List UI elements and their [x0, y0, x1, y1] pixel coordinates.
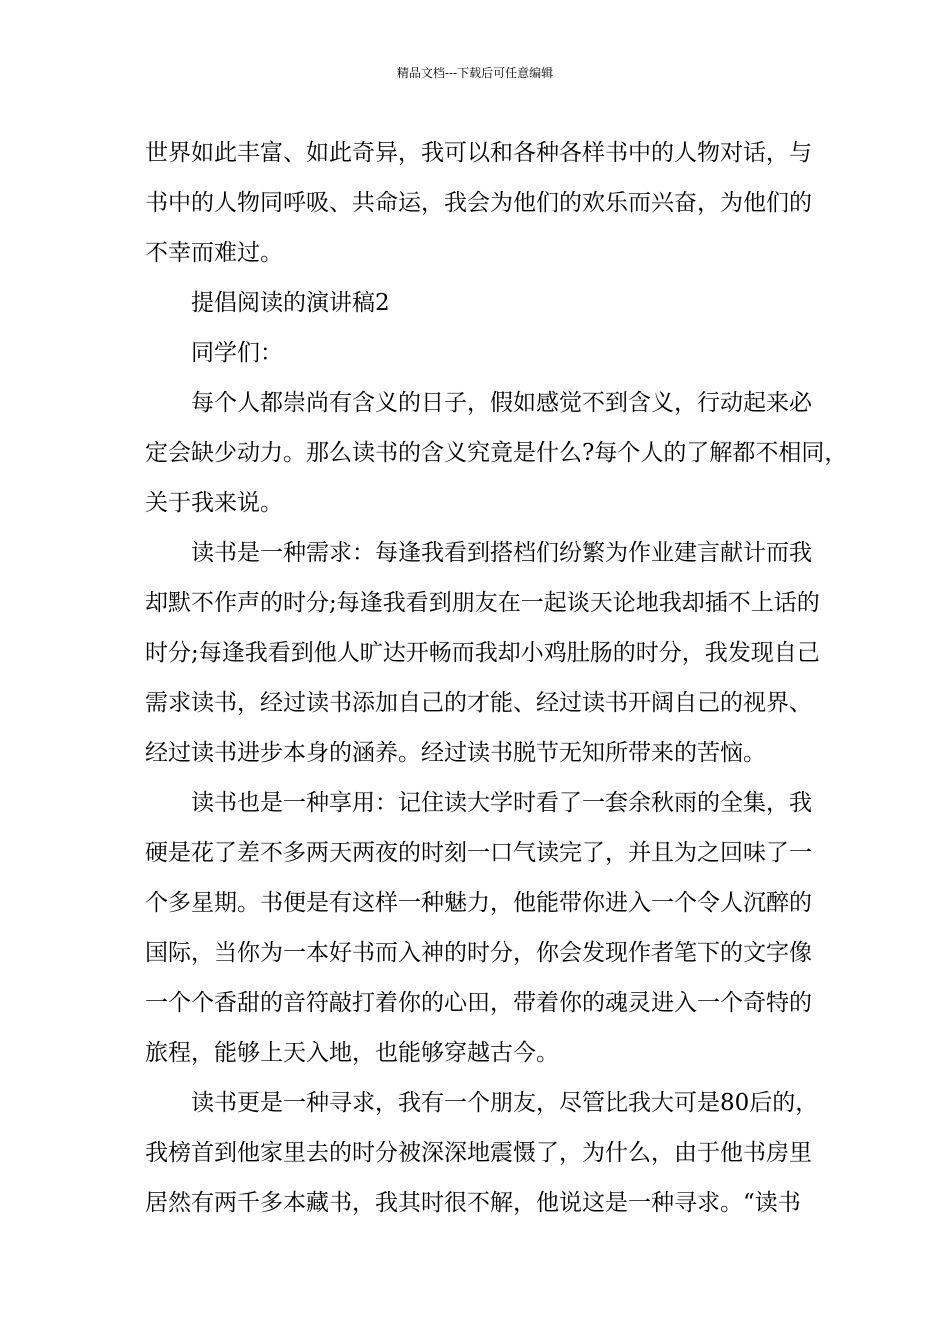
text-line: 硬是花了差不多两天两夜的时刻一口气读完了，并且为之回味了一	[145, 840, 812, 866]
text-line: 世界如此丰富、如此奇异，我可以和各种各样书中的人物对话，与	[145, 140, 812, 166]
text-line: 却默不作声的时分;每逢我看到朋友在一起谈天论地我却插不上话的	[145, 590, 820, 616]
text-line: 读书是一种需求：每逢我看到搭档们纷繁为作业建言献计而我	[191, 540, 812, 566]
text-line: 国际，当你为一本好书而入神的时分，你会发现作者笔下的文字像	[145, 940, 812, 966]
text-line: 每个人都崇尚有含义的日子，假如感觉不到含义，行动起来必	[191, 390, 812, 416]
text-line: 书中的人物同呼吸、共命运，我会为他们的欢乐而兴奋，为他们的	[145, 190, 812, 216]
text-line: 定会缺少动力。那么读书的含义究竟是什么?每个人的了解都不相同，	[145, 440, 848, 466]
text-line: 旅程，能够上天入地，也能够穿越古今。	[145, 1040, 559, 1066]
text-line: 读书更是一种寻求，我有一个朋友，尽管比我大可是80后的，	[191, 1090, 819, 1116]
text-line: 需求读书，经过读书添加自己的才能、经过读书开阔自己的视界、	[145, 690, 812, 716]
salutation: 同学们：	[191, 340, 283, 366]
section-title: 提倡阅读的演讲稿2	[191, 290, 390, 316]
text-line: 读书也是一种享用：记住读大学时看了一套余秋雨的全集，我	[191, 790, 812, 816]
text-line: 个多星期。书便是有这样一种魅力，他能带你进入一个令人沉醉的	[145, 890, 812, 916]
page-header: 精品文档---下载后可任意编辑	[396, 66, 554, 80]
text-line: 关于我来说。	[145, 490, 283, 516]
text-line: 时分;每逢我看到他人旷达开畅而我却小鸡肚肠的时分，我发现自己	[145, 640, 820, 666]
text-line: 经过读书进步本身的涵养。经过读书脱节无知所带来的苦恼。	[145, 740, 766, 766]
text-line: 不幸而难过。	[145, 240, 283, 266]
text-line: 一个个香甜的音符敲打着你的心田，带着你的魂灵进入一个奇特的	[145, 990, 812, 1016]
text-line: 居然有两千多本藏书，我其时很不解，他说这是一种寻求。“读书	[145, 1190, 801, 1216]
text-line: 我榜首到他家里去的时分被深深地震慑了，为什么，由于他书房里	[145, 1140, 812, 1166]
document-body	[145, 128, 848, 1228]
